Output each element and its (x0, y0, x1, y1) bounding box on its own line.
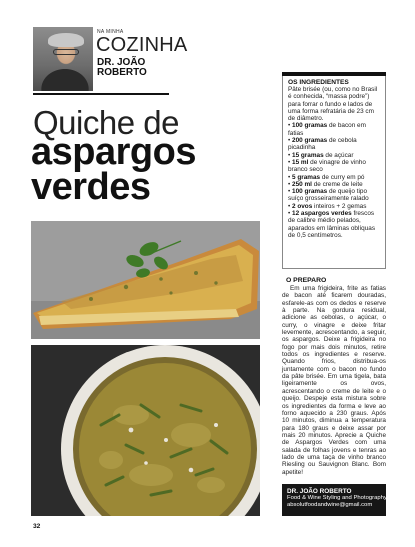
ingredient-item: • 250 ml de creme de leite (288, 180, 363, 188)
ingredient-item: • 100 gramas de queijo tipo suíço grosseiramente ralado (288, 188, 369, 203)
ingredient-item: • 5 gramas de curry em pó (288, 173, 365, 181)
ingredients-heading: OS INGREDIENTES (288, 79, 349, 86)
ingredient-item: • 2 ovos inteiros + 2 gemas (288, 202, 367, 210)
method-body: Em uma frigideira, frite as fatias de bacon até ficarem douradas, esfarele-as com os dedos e reserve à parte. Na gordura residual, adicione as cebolas, o açúcar, o curry, o vinagre e deixe fritar levemente, acrescentando, a seguir, os aspargos. Deixe a frigideira no fogo por mais dois minutos, retire todos os ingredientes e reserve. Quando frios, distribua-os juntamente com o bacon no fundo da pâte brisée. Em uma tigela, bata ligeiramente os ovos, acrescentando o creme de leite e o queijo. Despeje esta mistura sobre os ingredientes da forma e leve ao forno aquecido a 230 graus. Após 10 minutos, diminua a temperatura para 180 graus e deixe assar por mais 20 minutos. Aprecie a Quiche de Aspargos Verdes com uma salada de folhas jovens e tenras ao lado de uma taça de vinho branco Riesling ou Sauvignon Blanc. Bom apetite! (282, 285, 386, 476)
ingredient-item: • 15 gramas de açúcar (288, 151, 354, 159)
author-hair (48, 33, 84, 47)
quiche-slice-photo (31, 221, 260, 339)
ingredient-item: • 100 gramas de bacon em fatias (288, 122, 366, 137)
ingredient-item: • 200 gramas de cebola picadinha (288, 137, 357, 152)
page-number: 32 (33, 523, 41, 530)
author-name-line1: DR. JOÃO (97, 57, 146, 68)
ingredients-box (282, 72, 386, 269)
recipe-title-line3: verdes (31, 166, 151, 208)
recipe-title-line2: aspargos (31, 131, 196, 173)
column-kicker: NA MINHA (97, 29, 124, 35)
signature-role: Food & Wine Styling and Photography (287, 495, 387, 502)
author-photo (33, 27, 93, 91)
whole-quiche-photo (31, 345, 260, 516)
recipe-title-line1: Quiche de (33, 104, 179, 141)
signature-email: absolutfoodandwine@gmail.com (287, 502, 373, 509)
method-heading: O PREPARO (286, 277, 327, 284)
author-name (97, 58, 167, 78)
header-rule (33, 93, 169, 95)
author-glasses (53, 49, 79, 55)
signature-name: DR. JOÃO ROBERTO (287, 488, 352, 495)
ingredients-intro: Pâte brisée (ou, como no Brasil é conhecida, “massa podre”) para forrar o fundo e lados de uma forma refratária de 23 cm de diâmetro. (288, 86, 378, 123)
ingredient-item: • 12 aspargos verdes frescos de calibre médio pelados, aparados em lâminas oblíquas de 0,5 centímetros. (288, 210, 376, 239)
ingredient-item: • 15 ml de vinagre de vinho branco seco (288, 158, 366, 174)
column-title: COZINHA (96, 34, 188, 56)
author-signature-box (282, 484, 386, 516)
author-name-line2: ROBERTO (97, 67, 147, 78)
